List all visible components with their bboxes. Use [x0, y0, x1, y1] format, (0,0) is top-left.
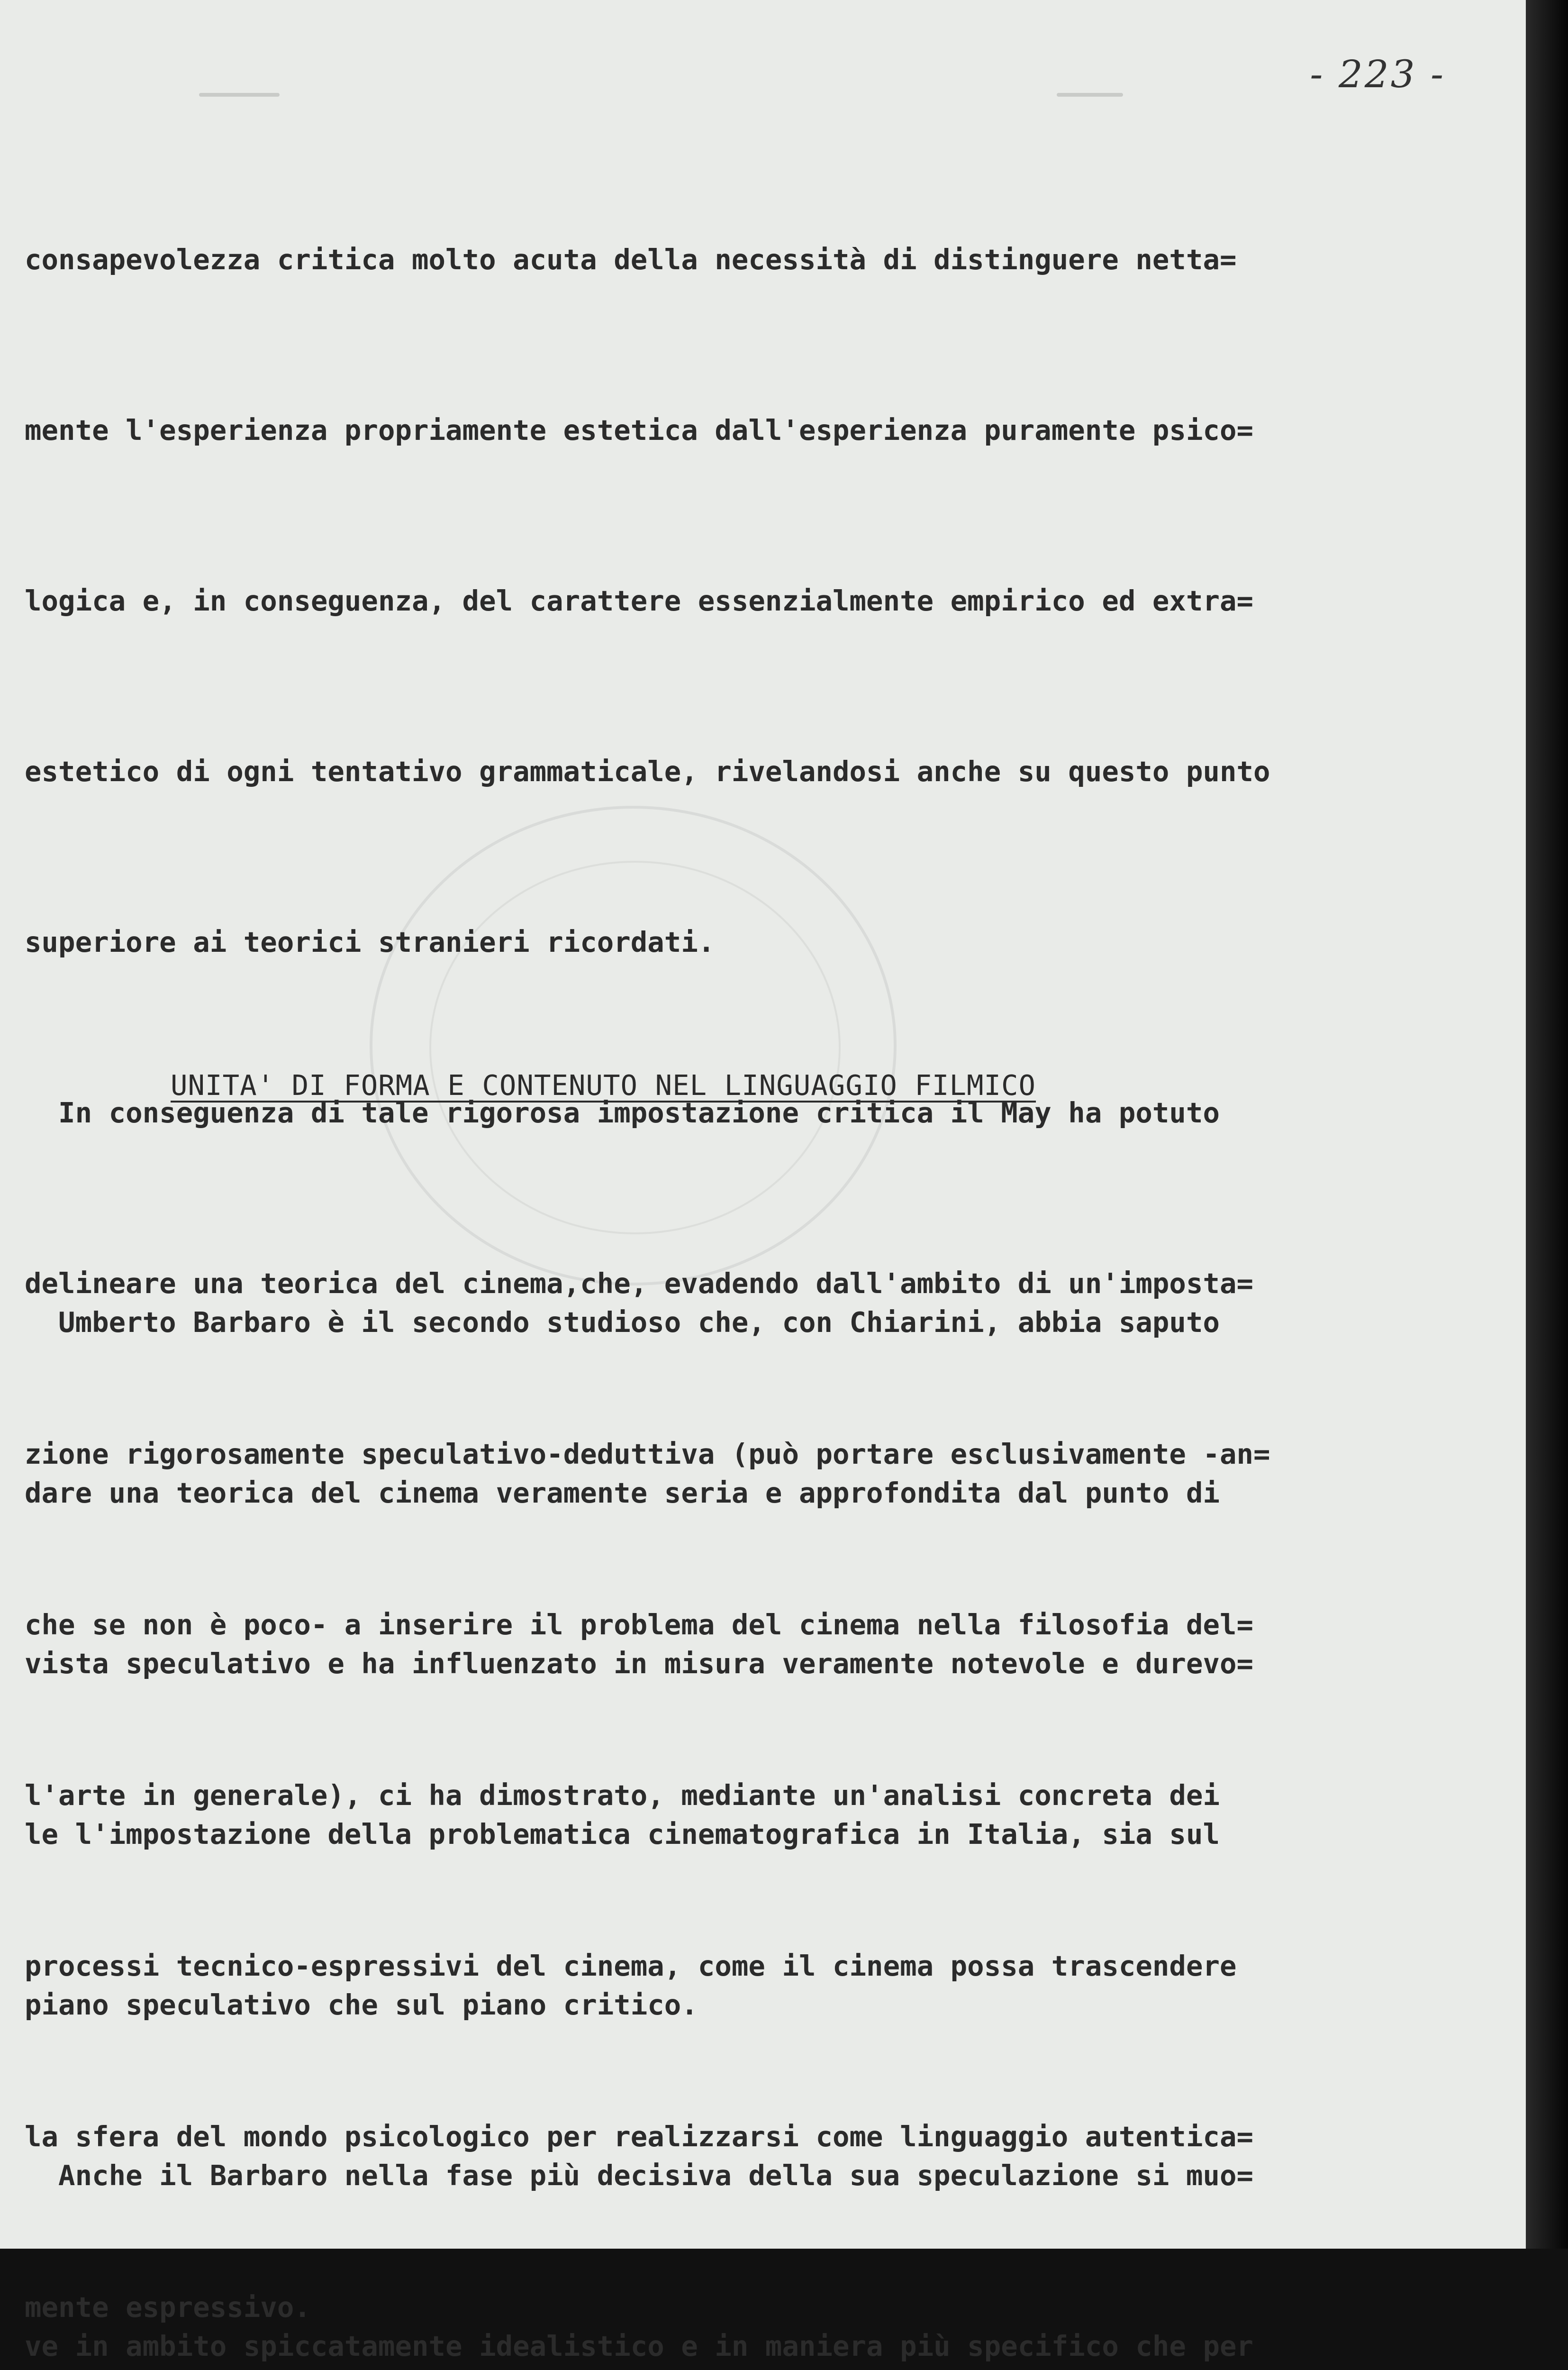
section-heading: UNITA' DI FORMA E CONTENUTO NEL LINGUAGGIO FILMICO — [171, 1069, 1036, 1102]
text-line: Anche il Barbaro nella fase più decisiva della sua speculazione si muo= — [25, 2159, 1254, 2192]
text-line: zione rigorosamente speculativo-deduttiva (può portare esclusivamente -an= — [25, 1438, 1270, 1470]
text-line: processi tecnico-espressivi del cinema, come il cinema possa trascendere — [25, 1950, 1237, 1982]
text-line: le l'impostazione della problematica cinematografica in Italia, sia sul — [25, 1818, 1220, 1850]
text-line: l'arte in generale), ci ha dimostrato, mediante un'analisi concreta dei — [25, 1779, 1220, 1812]
text-line: Umberto Barbaro è il secondo studioso che, con Chiarini, abbia saputo — [25, 1306, 1220, 1339]
text-line: estetico di ogni tentativo grammaticale, rivelandosi anche su questo punto — [25, 755, 1270, 788]
text-line: In conseguenza di tale rigorosa impostazione critica il May ha potuto — [25, 1096, 1220, 1129]
faint-mark — [199, 93, 280, 97]
faint-mark — [1057, 93, 1123, 97]
text-line: dare una teorica del cinema veramente seria e approfondita dal punto di — [25, 1477, 1220, 1509]
text-line: delineare una teorica del cinema,che, evadendo dall'ambito di un'imposta= — [25, 1267, 1254, 1300]
text-line: ve in ambito spiccatamente idealistico e in maniera più specifico che per — [25, 2330, 1254, 2362]
text-line: superiore ai teorici stranieri ricordati. — [25, 926, 715, 958]
text-line: mente l'esperienza propriamente estetica dall'esperienza puramente psico= — [25, 414, 1254, 447]
text-line: logica e, in conseguenza, del carattere essenzialmente empirico ed extra= — [25, 584, 1254, 617]
text-line: mente espressivo. — [25, 2291, 311, 2324]
text-line: consapevolezza critica molto acuta della necessità di distinguere netta= — [25, 243, 1237, 276]
text-line: piano speculativo che sul piano critico. — [25, 1988, 698, 2021]
page-edge — [1526, 0, 1568, 2249]
text-line: che se non è poco- a inserire il problema del cinema nella filosofia del= — [25, 1608, 1254, 1641]
paragraph-bottom — [25, 1180, 1465, 2370]
text-line: la sfera del mondo psicologico per realizzarsi come linguaggio autentica= — [25, 2120, 1254, 2153]
text-line: vista speculativo e ha influenzato in misura veramente notevole e durevo= — [25, 1647, 1254, 1680]
page-number: - 223 - — [1310, 52, 1445, 96]
